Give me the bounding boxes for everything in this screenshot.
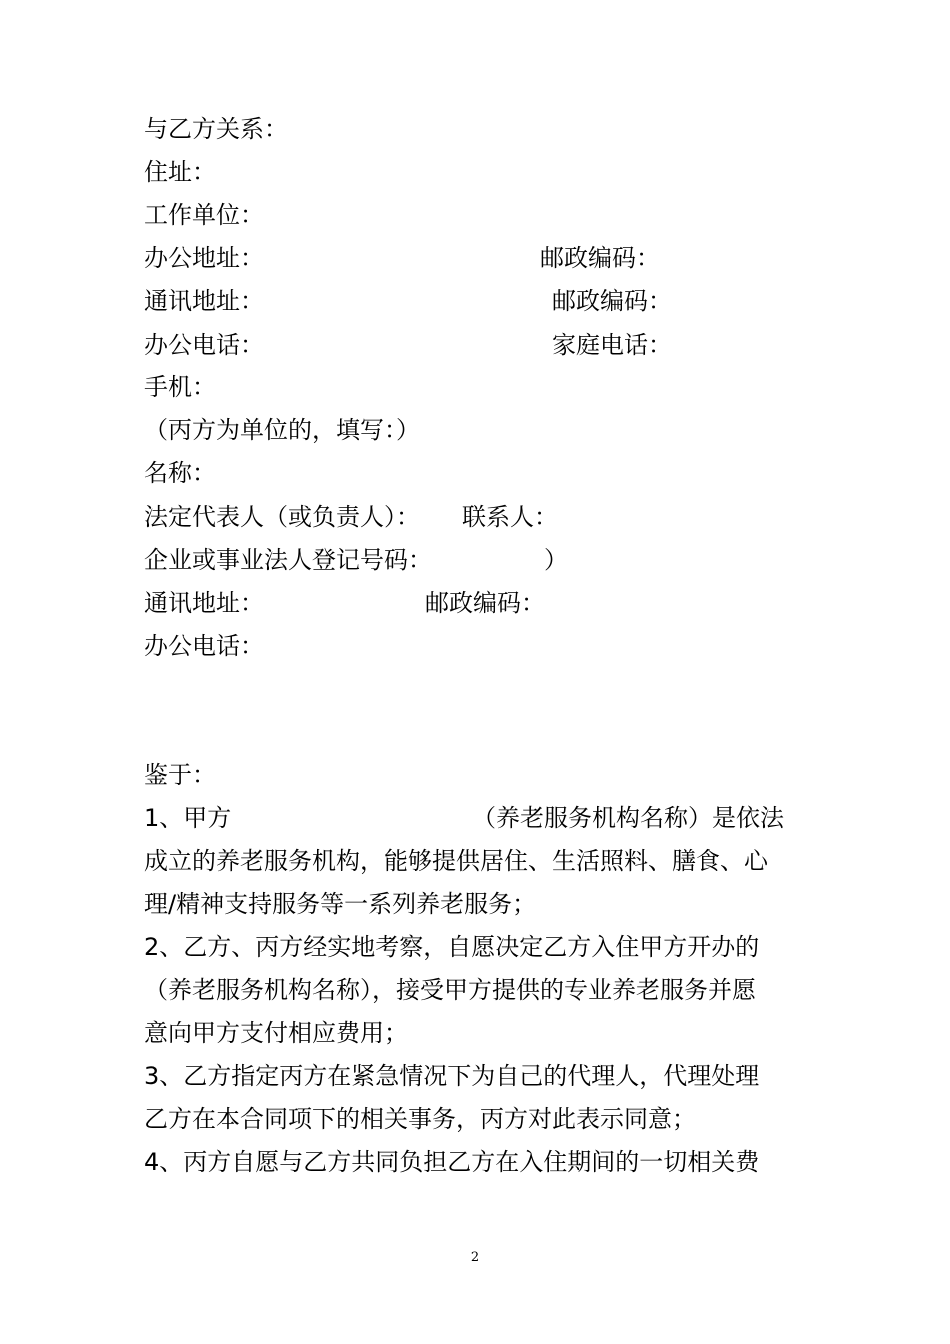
party-c-note: （丙方为单位的，填写：） bbox=[144, 416, 420, 444]
legal-rep-label: 法定代表人（或负责人）： bbox=[144, 503, 420, 531]
party-c-mail-address-label: 通讯地址： bbox=[144, 589, 264, 617]
office-postcode-label: 邮政编码： bbox=[540, 244, 660, 272]
recital-2-text-2: （养老服务机构名称），接受甲方提供的专业养老服务并愿 bbox=[144, 976, 756, 1004]
recital-2-text-3: 意向甲方支付相应费用； bbox=[144, 1019, 408, 1047]
recital-1-tail: （养老服务机构名称）是依法 bbox=[472, 804, 784, 832]
office-phone-label: 办公电话： bbox=[144, 331, 264, 359]
recital-4-text-1: 4、丙方自愿与乙方共同负担乙方在入住期间的一切相关费 bbox=[144, 1148, 760, 1176]
mail-postcode-label: 邮政编码： bbox=[552, 287, 672, 315]
home-phone-label: 家庭电话： bbox=[552, 331, 672, 359]
recital-2-text-1: 2、乙方、丙方经实地考察，自愿决定乙方入住甲方开办的 bbox=[144, 933, 760, 961]
party-c-name-label: 名称： bbox=[144, 459, 216, 487]
page-number: 2 bbox=[470, 1250, 480, 1265]
address-label: 住址： bbox=[144, 158, 216, 186]
relation-label: 与乙方关系： bbox=[144, 115, 288, 143]
reg-no-close: ） bbox=[544, 546, 568, 574]
office-address-label: 办公地址： bbox=[144, 244, 264, 272]
recital-1-text-3: 理/精神支持服务等一系列养老服务； bbox=[144, 890, 537, 918]
recital-3-text-2: 乙方在本合同项下的相关事务，丙方对此表示同意； bbox=[144, 1105, 696, 1133]
recital-3-text-1: 3、乙方指定丙方在紧急情况下为自己的代理人，代理处理 bbox=[144, 1062, 760, 1090]
mail-address-label: 通讯地址： bbox=[144, 287, 264, 315]
mobile-label: 手机： bbox=[144, 373, 216, 401]
party-c-mail-postcode-label: 邮政编码： bbox=[425, 589, 545, 617]
employer-label: 工作单位： bbox=[144, 201, 264, 229]
recitals-heading: 鉴于： bbox=[144, 761, 216, 789]
party-c-office-phone-label: 办公电话： bbox=[144, 632, 264, 660]
contact-person-label: 联系人： bbox=[462, 503, 558, 531]
reg-no-label: 企业或事业法人登记号码： bbox=[144, 546, 432, 574]
recital-1-prefix: 1、甲方 bbox=[144, 804, 232, 832]
recital-1-text-2: 成立的养老服务机构，能够提供居住、生活照料、膳食、心 bbox=[144, 847, 768, 875]
